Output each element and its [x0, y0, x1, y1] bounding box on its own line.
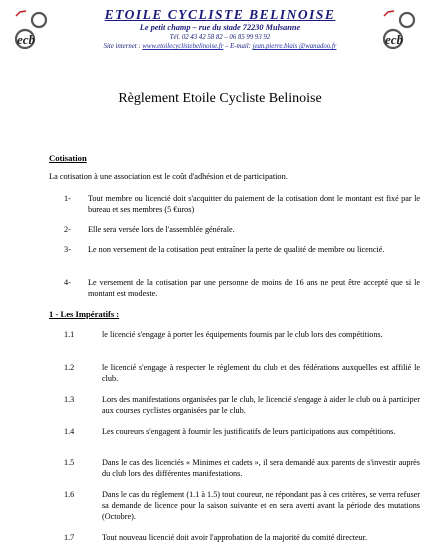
imperatif-item [64, 395, 420, 417]
item-number: 1.1 [64, 330, 75, 339]
web-label: Site internet : [103, 43, 143, 50]
imperatif-item [64, 427, 420, 449]
letterhead [60, 7, 380, 51]
item-text: Dans le cas des licenciés « Minimes et cadets », il sera demandé aux parents de s'investir auprès du club lors des différentes manifestations. [102, 458, 420, 478]
contact-line [60, 42, 380, 51]
item-text: Les coureurs s'engagent à fournir les justificatifs de leurs participations aux compétitions. [102, 427, 396, 436]
imperatif-item [64, 490, 420, 523]
imperatifs-heading: 1 - Les Impératifs : [49, 309, 120, 319]
cotisation-item [64, 225, 420, 236]
item-number: 1.4 [64, 427, 75, 436]
item-number: 1.2 [64, 363, 75, 372]
cotisation-item [64, 245, 420, 267]
cotisation-item [64, 278, 420, 300]
item-number: 3- [64, 245, 71, 254]
cotisation-heading: Cotisation [49, 153, 87, 163]
logo-text: ecb [385, 32, 404, 47]
website-link[interactable]: www.etoilecyclistebelinoise.fr [142, 43, 224, 50]
item-number: 1.3 [64, 395, 75, 404]
item-text: le licencié s'engage à porter les équipements fournis par le club lors des compétitions. [102, 330, 383, 339]
item-number: 1- [64, 194, 71, 203]
imperatif-item [64, 533, 420, 544]
item-number: 1.7 [64, 533, 75, 542]
item-text: le licencié s'engage à respecter le règlement du club et des fédérations auxquelles est affilié le club. [102, 363, 420, 383]
item-text: Elle sera versée lors de l'assemblée générale. [88, 225, 235, 234]
club-name: ETOILE CYCLISTE BELINOISE [104, 7, 336, 22]
item-text: Tout membre ou licencié doit s'acquitter du paiement de la cotisation dont le montant est fixé par le bureau et ses membres (5 €uros) [88, 194, 420, 214]
club-phone: Tél. 02 43 42 58 82 – 06 85 99 93 92 [169, 34, 271, 41]
club-logo-left [12, 6, 48, 56]
item-text: Dans le cas du règlement (1.1 à 1.5) tout coureur, ne répondant pas à ces critères, se verra refuser sa demande de licence pour la saison suivante et en sera averti avant la période des mutations (Octobre). [102, 490, 420, 521]
cotisation-intro: La cotisation à une association est le coût d'adhésion et de participation. [49, 172, 288, 181]
item-text: Le versement de la cotisation par une personne de moins de 16 ans ne peut être accepté que si le montant est modeste. [88, 278, 420, 298]
email-link[interactable]: jean.pierre.blais @wanadoo.fr [252, 43, 337, 50]
item-number: 2- [64, 225, 71, 234]
item-text: Le non versement de la cotisation peut entraîner la perte de qualité de membre ou licencié. [88, 245, 385, 254]
imperatif-item [64, 458, 420, 480]
club-address: Le petit champ – rue du stade 72230 Mulsanne [139, 23, 301, 32]
club-logo-right [380, 6, 416, 56]
item-number: 1.6 [64, 490, 75, 499]
item-text: Lors des manifestations organisées par le club, le licencié s'engage à aider le club ou à participer aux courses cyclistes organisées par le club. [102, 395, 420, 415]
logo-text: ecb [17, 32, 36, 47]
item-number: 1.5 [64, 458, 75, 467]
document-title: Règlement Etoile Cycliste Belinoise [118, 91, 322, 106]
item-number: 4- [64, 278, 71, 287]
cotisation-item [64, 194, 420, 216]
imperatif-item [64, 363, 420, 385]
item-text: Tout nouveau licencié doit avoir l'approbation de la majorité du comité directeur. [102, 533, 368, 542]
email-label: – E-mail: [223, 43, 253, 50]
imperatif-item [64, 330, 420, 352]
